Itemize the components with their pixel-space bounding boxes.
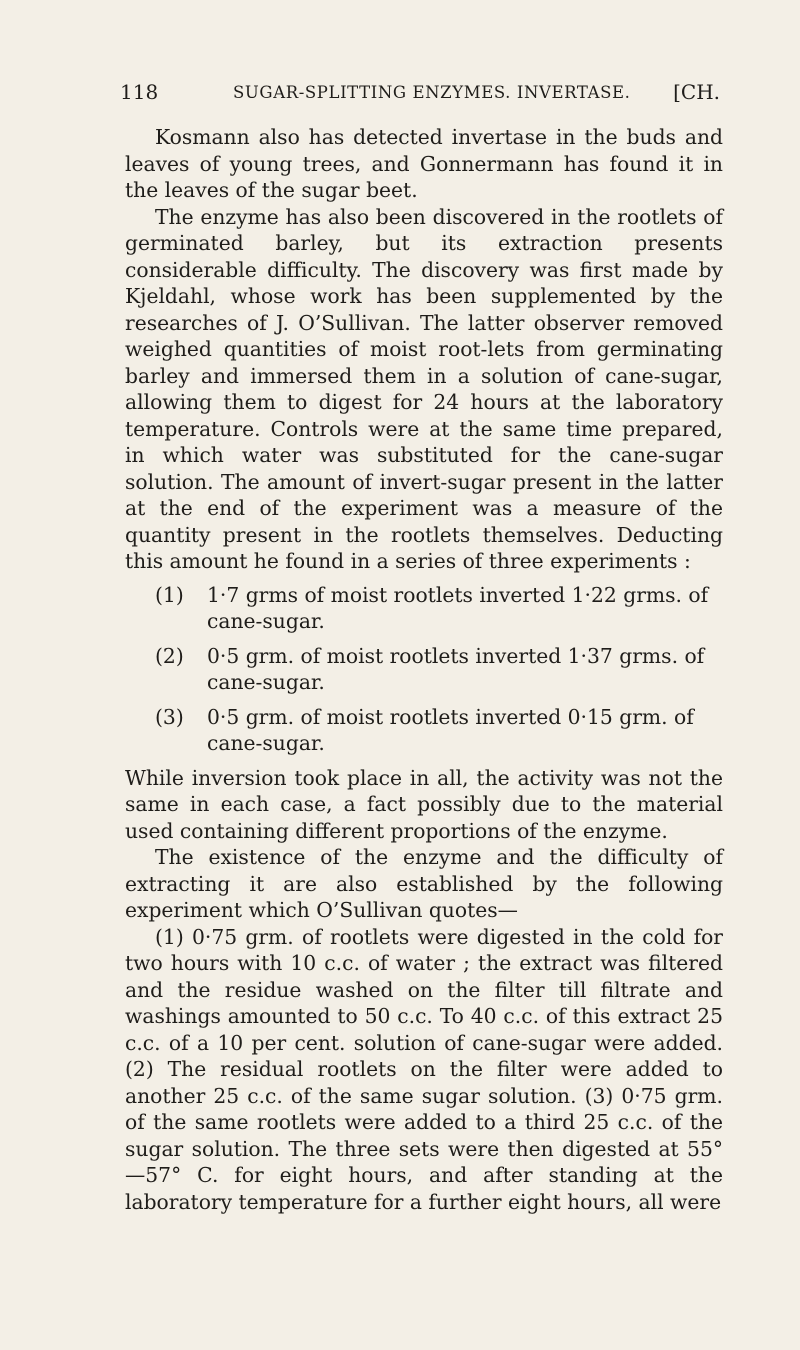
chapter-mark: [CH. — [673, 80, 720, 104]
experiment-item-2 — [125, 643, 723, 696]
running-title: SUGAR-SPLITTING ENZYMES. INVERTASE. — [233, 83, 631, 102]
paragraph-existence: The existence of the enzyme and the difficulty of extracting it are also established by the following experiment which O’Sullivan quotes— — [125, 845, 723, 922]
experiment-text: 0·5 grm. of moist rootlets inverted 1·37 grms. of cane-sugar. — [207, 643, 705, 694]
paragraph-rootlets: The enzyme has also been discovered in the rootlets of germinated barley, but its extraction presents considerable difficulty. The discovery was first made by Kjeldahl, whose work has been supplemented by the researches of J. O’Sullivan. The latter observer removed weighed quantities of moist root-lets from germinating barley and immersed them in a solution of cane-sugar, allowing them to digest for 24 hours at the laboratory temperature. Controls were at the same time prepared, in which water was substituted for the cane-sugar solution. The amount of invert-sugar present in the latter at the end of the experiment was a measure of the quantity present in the rootlets themselves. Deducting this amount he found in a series of three experiments : — [125, 204, 723, 573]
experiment-text: 0·5 grm. of moist rootlets inverted 0·15 grm. of cane-sugar. — [207, 704, 694, 755]
experiment-number: (2) — [155, 643, 184, 668]
experiment-item-1 — [125, 582, 723, 635]
experiment-text: 1·7 grms of moist rootlets inverted 1·22 grms. of cane-sugar. — [207, 582, 709, 633]
paragraph-inversion: While inversion took place in all, the activity was not the same in each case, a fact possibly due to the material used containing different proportions of the enzyme. — [125, 765, 723, 843]
body-text — [125, 124, 723, 1215]
page-number: 118 — [120, 80, 159, 104]
experiment-number: (3) — [155, 704, 184, 729]
experiment-number: (1) — [155, 582, 184, 607]
paragraph-kosmann: Kosmann also has detected invertase in the buds and leaves of young trees, and Gonnermann has found it in the leaves of the sugar beet. — [125, 125, 723, 202]
experiment-item-3 — [125, 704, 723, 757]
page-header — [120, 80, 720, 110]
paragraph-osullivan-experiment: (1) 0·75 grm. of rootlets were digested in the cold for two hours with 10 c.c. of water ; the extract was filtered and the residue washed on the filter till filtrate and washings amounted to 50 c.c. To 40 c.c. of this extract 25 c.c. of a 10 per cent. solution of cane-sugar were added. (2) The residual rootlets on the filter were added to another 25 c.c. of the same sugar solution. (3) 0·75 grm. of the same rootlets were added to a third 25 c.c. of the sugar solution. The three sets were then digested at 55°—57° C. for eight hours, and after standing at the laboratory temperature for a further eight hours, all were — [125, 924, 723, 1214]
